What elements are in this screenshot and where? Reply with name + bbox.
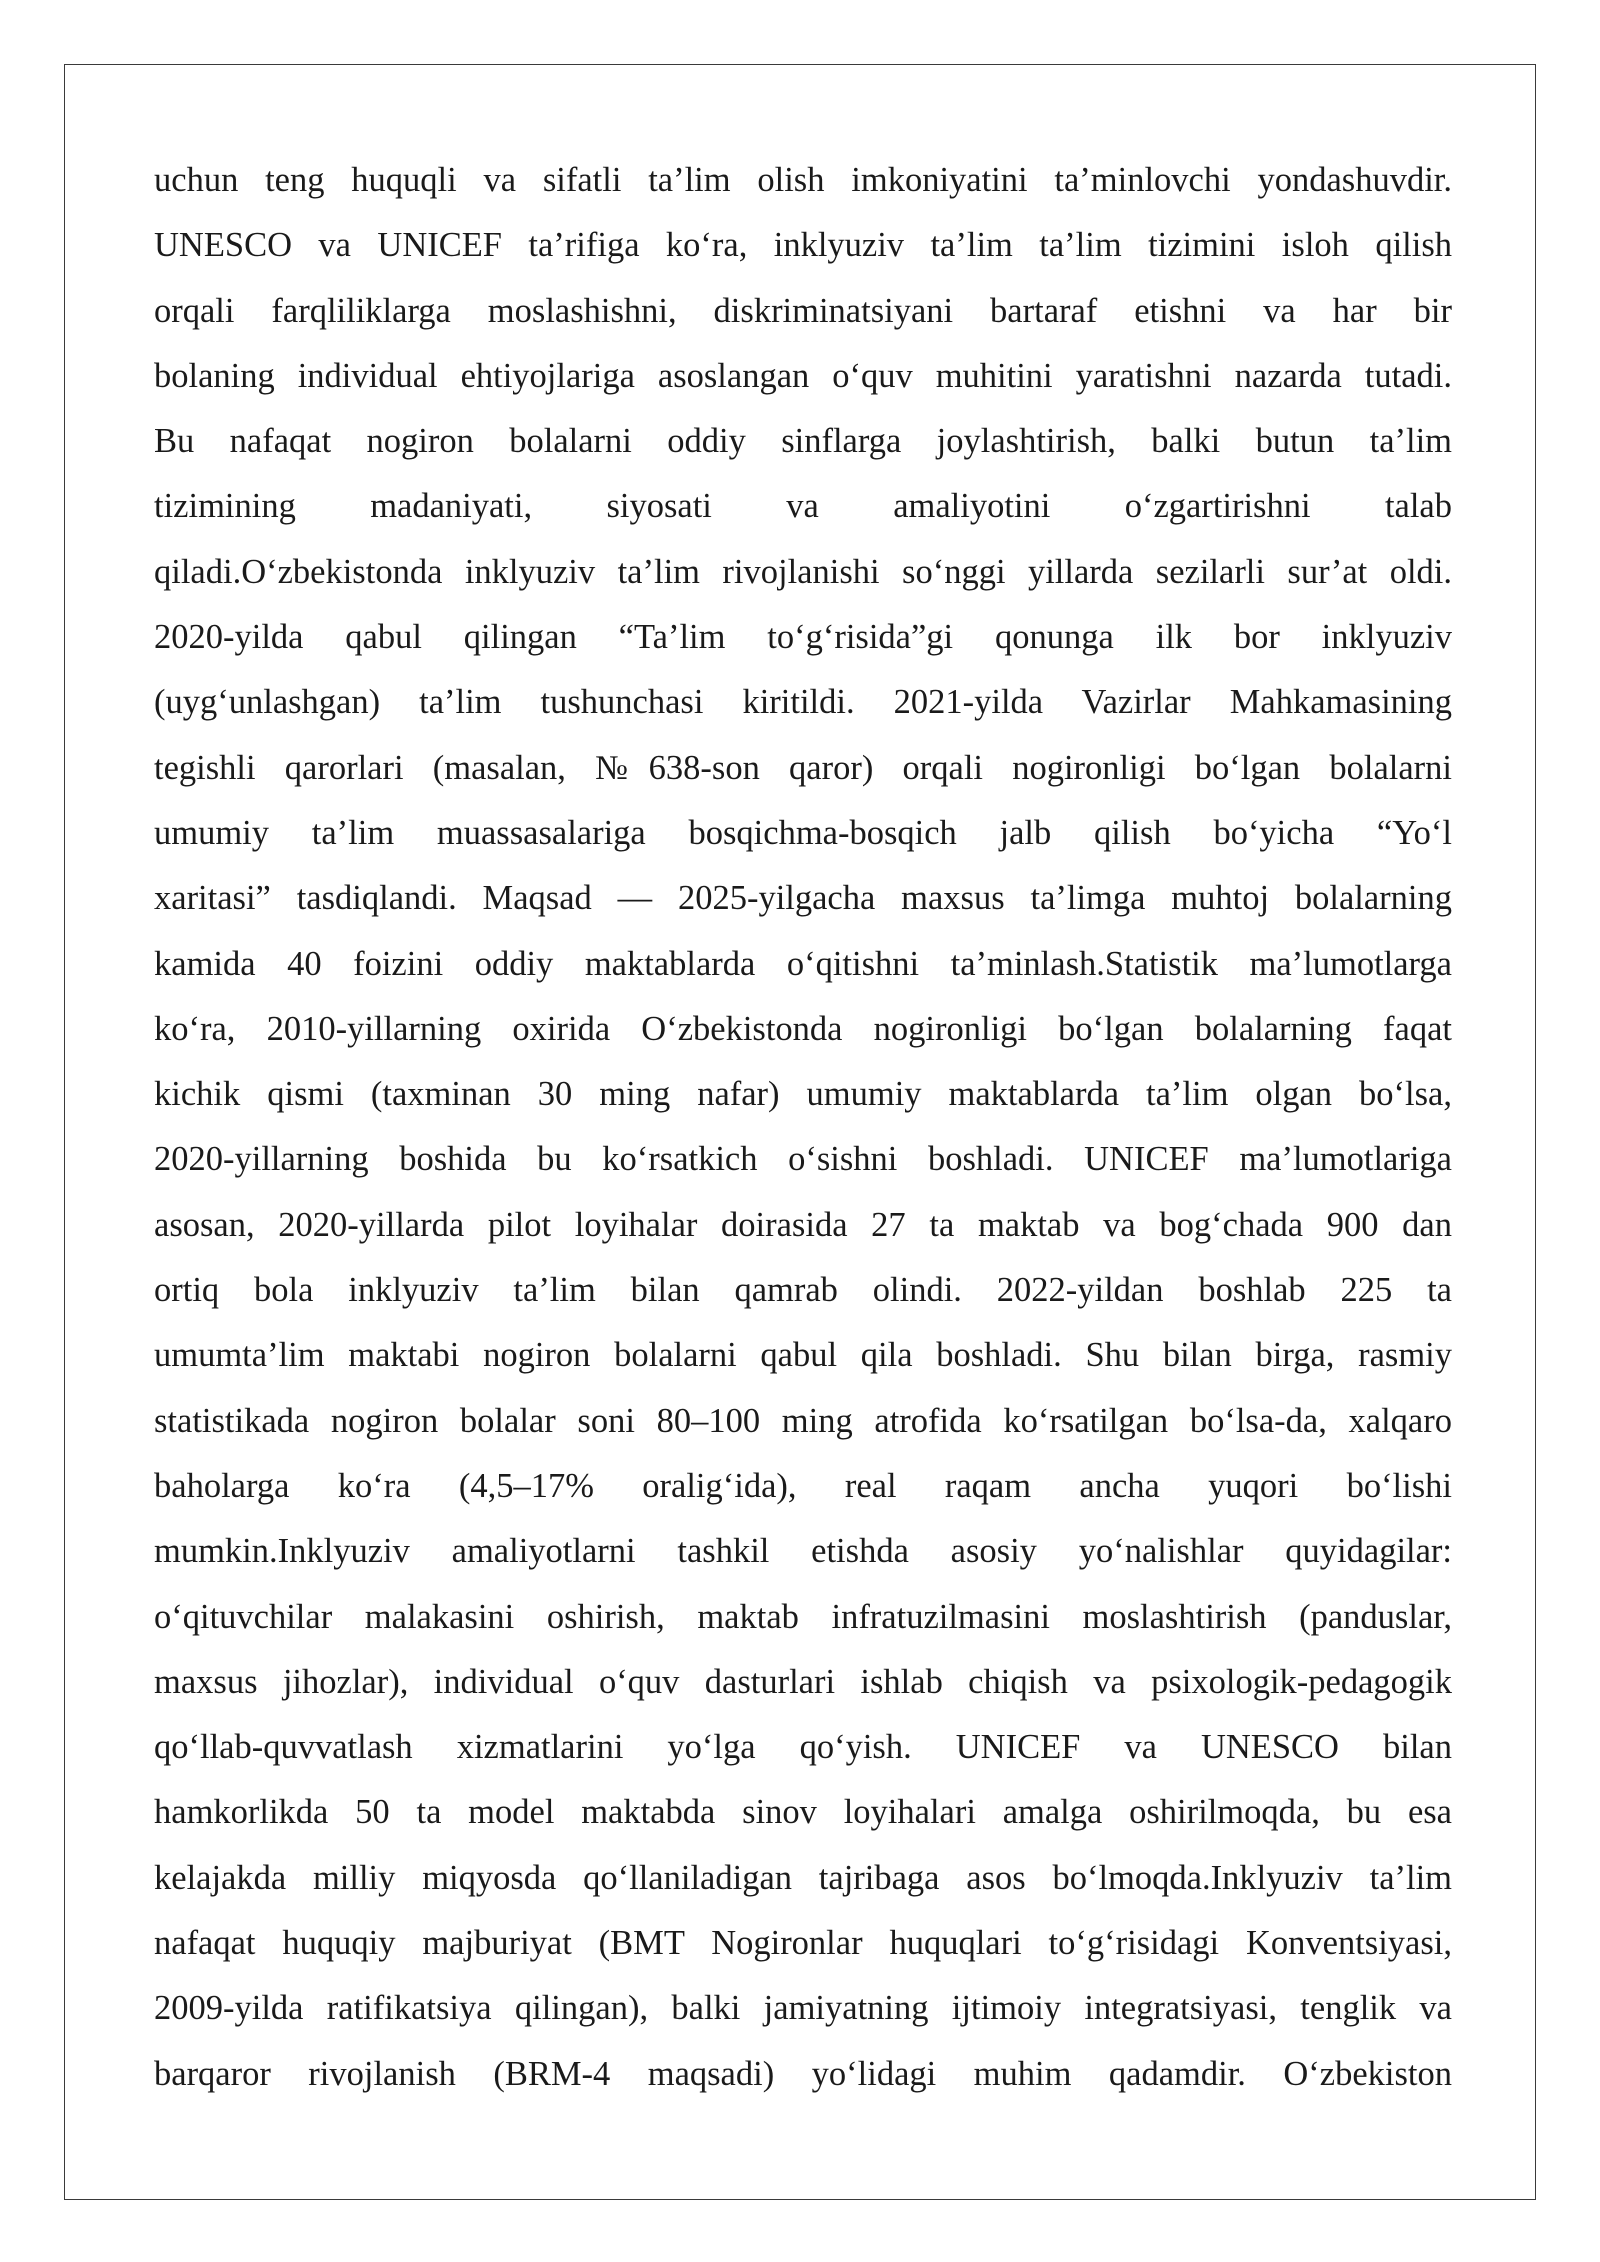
text-line-28: nafaqat huquqiy majburiyat (BMT Nogironlar huquqlari to‘g‘risidagi Konventsiyasi, [154,1924,1452,1963]
text-line-16: 2020-yillarning boshida bu ko‘rsatkich o‘sishni boshladi. UNICEF ma’lumotlariga [154,1140,1452,1179]
text-line-22: mumkin.Inklyuziv amaliyotlarni tashkil etishda asosiy yo‘nalishlar quyidagilar: [154,1532,1452,1571]
text-line-26: hamkorlikda 50 ta model maktabda sinov loyihalari amalga oshirilmoqda, bu esa [154,1793,1452,1832]
text-line-19: umumta’lim maktabi nogiron bolalarni qabul qila boshladi. Shu bilan birga, rasmiy [154,1336,1452,1375]
text-line-15: kichik qismi (taxminan 30 ming nafar) umumiy maktablarda ta’lim olgan bo‘lsa, [154,1075,1452,1114]
text-line-18: ortiq bola inklyuziv ta’lim bilan qamrab olindi. 2022-yildan boshlab 225 ta [154,1271,1452,1310]
text-line-5: Bu nafaqat nogiron bolalarni oddiy sinflarga joylashtirish, balki butun ta’lim [154,422,1452,461]
text-line-29: 2009-yilda ratifikatsiya qilingan), balki jamiyatning ijtimoiy integratsiyasi, tenglik va [154,1989,1452,2028]
text-line-8: 2020-yilda qabul qilingan “Ta’lim to‘g‘risida”gi qonunga ilk bor inklyuziv [154,618,1452,657]
text-line-21: baholarga ko‘ra (4,5–17% oralig‘ida), real raqam ancha yuqori bo‘lishi [154,1466,1452,1505]
text-line-4: bolaning individual ehtiyojlariga asoslangan o‘quv muhitini yaratishni nazarda tutadi. [154,356,1452,395]
text-line-23: o‘qituvchilar malakasini oshirish, maktab infratuzilmasini moslashtirish (panduslar, [154,1597,1452,1636]
text-line-9: (uyg‘unlashgan) ta’lim tushunchasi kiritildi. 2021-yilda Vazirlar Mahkamasining [154,683,1452,722]
text-line-3: orqali farqliliklarga moslashishni, diskriminatsiyani bartaraf etishni va har bir [154,291,1452,330]
text-line-20: statistikada nogiron bolalar soni 80–100 ming atrofida ko‘rsatilgan bo‘lsa-da, xalqaro [154,1401,1452,1440]
body-text [154,148,1452,2107]
text-line-25: qo‘llab-quvvatlash xizmatlarini yo‘lga qo‘yish. UNICEF va UNESCO bilan [154,1728,1452,1767]
text-line-13: kamida 40 foizini oddiy maktablarda o‘qitishni ta’minlash.Statistik ma’lumotlarga [154,944,1452,983]
text-line-30: barqaror rivojlanish (BRM-4 maqsadi) yo‘lidagi muhim qadamdir. O‘zbekiston [154,2054,1452,2093]
text-line-24: maxsus jihozlar), individual o‘quv dasturlari ishlab chiqish va psixologik-pedagogik [154,1662,1452,1701]
text-line-2: UNESCO va UNICEF ta’rifiga ko‘ra, inklyuziv ta’lim ta’lim tizimini isloh qilish [154,226,1452,265]
text-line-10: tegishli qarorlari (masalan, №638-son qaror) orqali nogironligi bo‘lgan bolalarni [154,748,1452,787]
text-line-27: kelajakda milliy miqyosda qo‘llaniladigan tajribaga asos bo‘lmoqda.Inklyuziv ta’lim [154,1858,1452,1897]
text-line-11: umumiy ta’lim muassasalariga bosqichma-bosqich jalb qilish bo‘yicha “Yo‘l [154,813,1452,852]
text-line-14: ko‘ra, 2010-yillarning oxirida O‘zbekistonda nogironligi bo‘lgan bolalarning faqat [154,1009,1452,1048]
text-line-6: tizimining madaniyati, siyosati va amaliyotini o‘zgartirishni talab [154,487,1452,526]
text-line-12: xaritasi” tasdiqlandi. Maqsad — 2025-yilgacha maxsus ta’limga muhtoj bolalarning [154,879,1452,918]
text-line-17: asosan, 2020-yillarda pilot loyihalar doirasida 27 ta maktab va bog‘chada 900 dan [154,1205,1452,1244]
text-line-7: qiladi.O‘zbekistonda inklyuziv ta’lim rivojlanishi so‘nggi yillarda sezilarli sur’at oldi. [154,552,1452,591]
text-line-1: uchun teng huquqli va sifatli ta’lim olish imkoniyatini ta’minlovchi yondashuvdir. [154,161,1452,199]
